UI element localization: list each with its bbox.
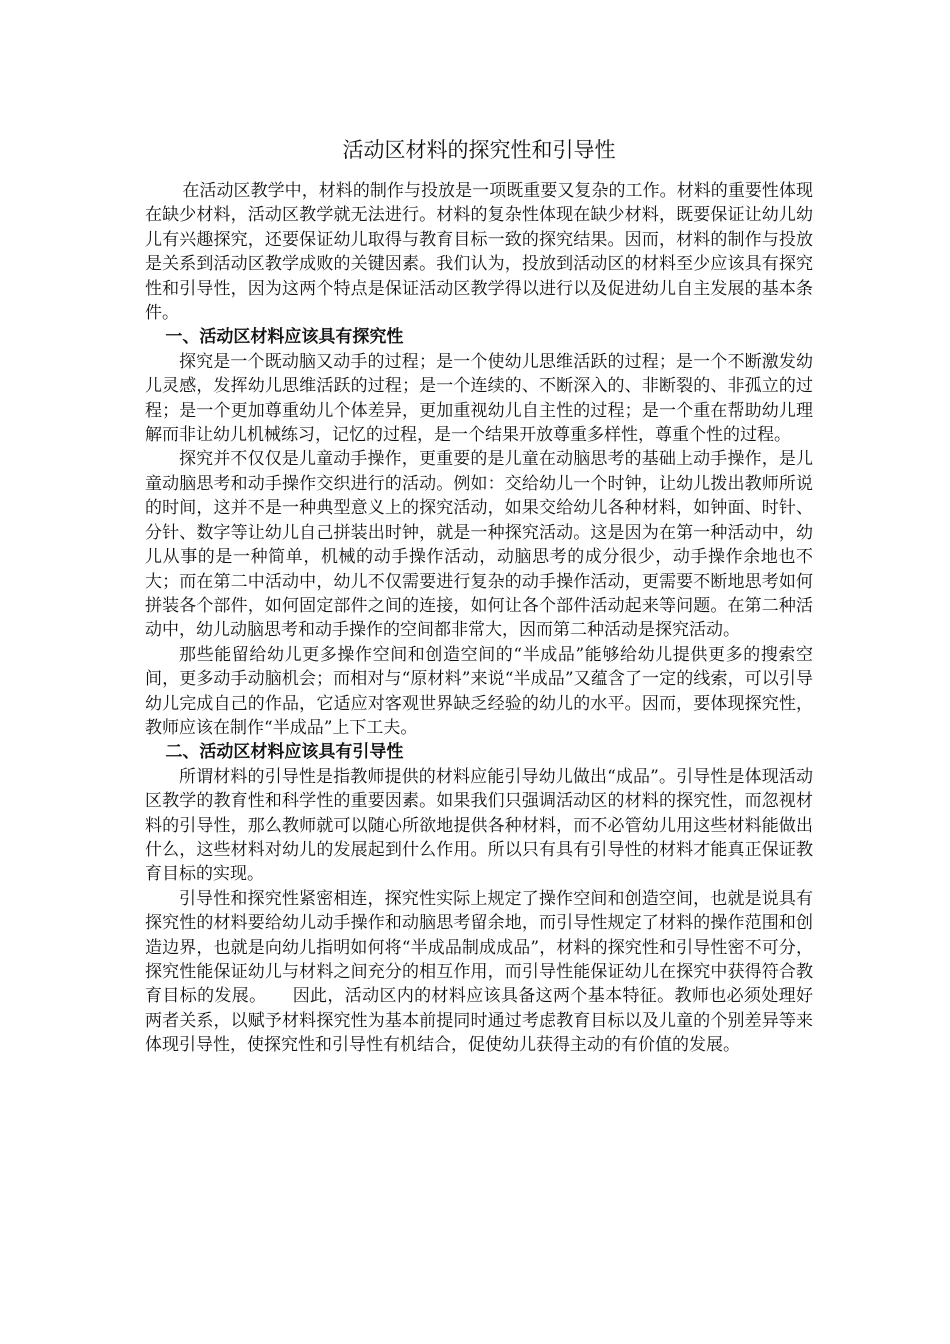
intro-paragraph: 在活动区教学中，材料的制作与投放是一项既重要又复杂的工作。材料的重要性体现在缺少材料，活动区教学就无法进行。材料的复杂性体现在缺少材料，既要保证让幼儿幼儿有兴趣探究，还要保证幼儿取得与教育目标一致的探究结果。因而，材料的制作与投放是关系到活动区教学成败的关键因素。我们认为，投放到活动区的材料至少应该具有探究性和引导性，因为这两个特点是保证活动区教学得以进行以及促进幼儿自主发展的基本条件。 <box>145 181 813 324</box>
section-2-paragraph-2: 引导性和探究性紧密相连，探究性实际上规定了操作空间和创造空间，也就是说具有探究性的材料要给幼儿动手操作和动脑思考留余地，而引导性规定了材料的操作范围和创造边界，也就是向幼儿指明如何将“半成品制成成品”，材料的探究性和引导性密不可分，探究性能保证幼儿与材料之间充分的相互作用，而引导性能保证幼儿在探究中获得符合教育目标的发展。 因此，活动区内的材料应该具备这两个基本特征。教师也必须处理好两者关系，以赋予材料探究性为基本前提同时通过考虑教育目标以及儿童的个别差异等来体现引导性，使探究性和引导性有机结合，促使幼儿获得主动的有价值的发展。 <box>145 888 813 1056</box>
section-1-paragraph-2: 探究并不仅仅是儿童动手操作，更重要的是儿童在动脑思考的基础上动手操作，是儿童动脑思考和动手操作交织进行的活动。例如：交给幼儿一个时钟，让幼儿拨出教师所说的时间，这并不是一种典型意义上的探究活动，如果交给幼儿各种材料，如钟面、时针、分针、数字等让幼儿自己拼装出时钟，就是一种探究活动。这是因为在第一种活动中，幼儿从事的是一种简单，机械的动手操作活动，动脑思考的成分很少，动手操作余地也不大；而在第二中活动中，幼儿不仅需要进行复杂的动手操作活动，更需要不断地思考如何拼装各个部件，如何固定部件之间的连接，如何让各个部件活动起来等问题。在第二种活动中，幼儿动脑思考和动手操作的空间都非常大，因而第二种活动是探究活动。 <box>145 449 813 641</box>
document-body <box>145 135 813 1058</box>
section-2-heading: 二、活动区材料应该具有引导性 <box>165 742 404 763</box>
document-title: 活动区材料的探究性和引导性 <box>342 138 616 162</box>
section-1-paragraph-1: 探究是一个既动脑又动手的过程；是一个使幼儿思维活跃的过程；是一个不断激发幼儿灵感，发挥幼儿思维活跃的过程；是一个连续的、不断深入的、非断裂的、非孤立的过程；是一个更加尊重幼儿个体差异，更加重视幼儿自主性的过程；是一个重在帮助幼儿理解而非让幼儿机械练习，记忆的过程，是一个结果开放尊重多样性，尊重个性的过程。 <box>145 351 813 446</box>
section-1-heading: 一、活动区材料应该具有探究性 <box>165 327 404 348</box>
section-1-paragraph-3: 那些能留给幼儿更多操作空间和创造空间的“半成品”能够给幼儿提供更多的搜索空间，更多动手动脑机会；而相对与“原材料”来说“半成品”又蕴含了一定的线索，可以引导幼儿完成自己的作品，它适应对客观世界缺乏经验的幼儿的水平。因而，要体现探究性，教师应该在制作“半成品”上下工夫。 <box>145 644 813 738</box>
section-2-paragraph-1: 所谓材料的引导性是指教师提供的材料应能引导幼儿做出“成品”。引导性是体现活动区教学的教育性和科学性的重要因素。如果我们只强调活动区的材料的探究性，而忽视材料的引导性，那么教师就可以随心所欲地提供各种材料，而不必管幼儿用这些材料能做出什么，这些材料对幼儿的发展起到什么作用。所以只有具有引导性的材料才能真正保证教育目标的实现。 <box>145 766 813 885</box>
